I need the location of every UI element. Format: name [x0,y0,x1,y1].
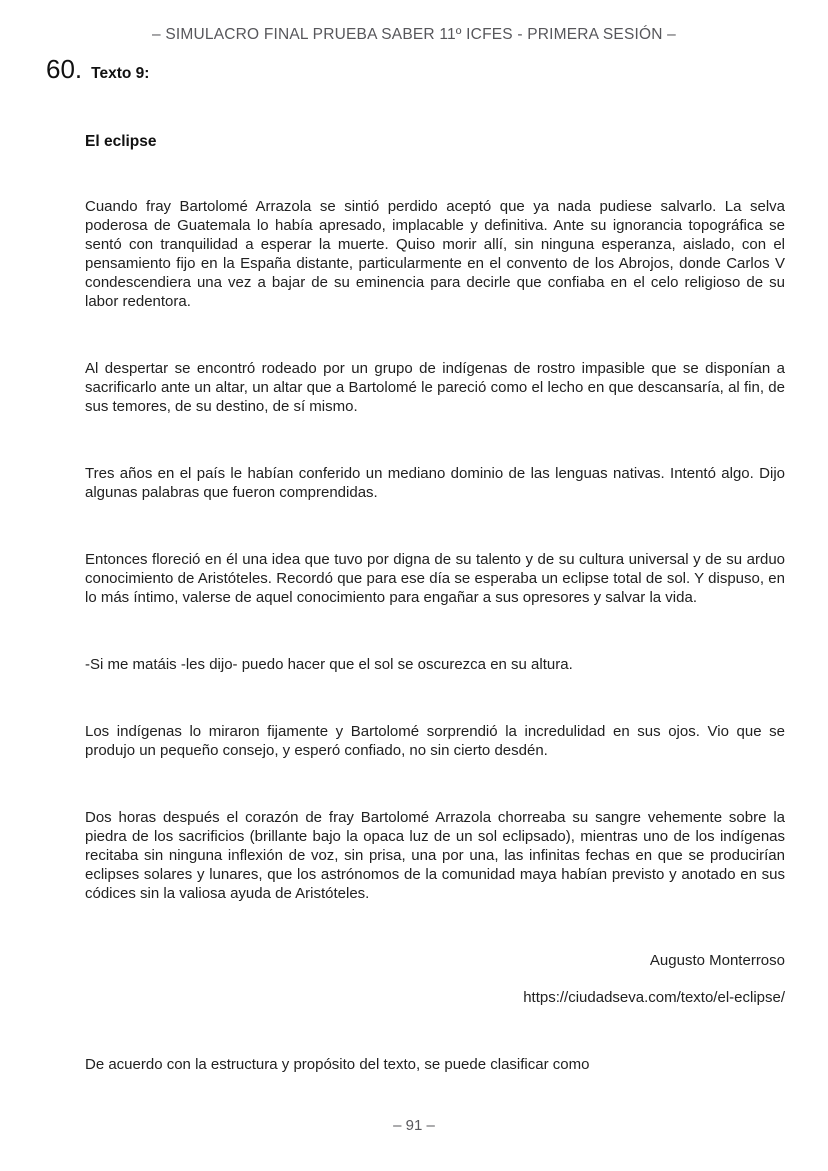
passage-paragraph: -Si me matáis -les dijo- puedo hacer que el sol se oscurezca en su altura. [85,656,573,673]
passage-source-url[interactable]: https://ciudadseva.com/texto/el-eclipse/ [523,989,785,1006]
passage-container [85,132,785,1074]
question-text-label: Texto 9: [91,65,150,82]
question-prompt: De acuerdo con la estructura y propósito del texto, se puede clasificar como [85,1056,590,1073]
page-footer [0,1117,828,1134]
page-header [0,26,828,44]
passage-paragraph: Cuando fray Bartolomé Arrazola se sintió perdido aceptó que ya nada pudiese salvarlo. La selva poderosa de Guatemala lo había apresado, implacable y definitiva. Ante su ignorancia topográfica se sentó con tranquilidad a esperar la muerte. Quiso morir allí, sin ninguna esperanza, aislado, con el pensamiento fijo en la España distante, particularmente en el convento de los Abrojos, donde Carlos V condescendiera una vez a bajar de su eminencia para decirle que confiaba en el celo religioso de su labor redentora. [85,198,785,310]
page-number: – 91 – [393,1117,435,1134]
exam-title: – SIMULACRO FINAL PRUEBA SABER 11º ICFES - PRIMERA SESIÓN – [152,26,676,43]
passage-paragraph: Tres años en el país le habían conferido un mediano dominio de las lenguas nativas. Intentó algo. Dijo algunas palabras que fueron comprendidas. [85,465,785,501]
question-number: 60. [46,54,83,84]
passage-title: El eclipse [85,133,157,150]
question-heading [46,54,149,85]
passage-paragraph: Dos horas después el corazón de fray Bartolomé Arrazola chorreaba su sangre vehemente sobre la piedra de los sacrificios (brillante bajo la opaca luz de un sol eclipsado), mientras uno de los indígenas recitaba sin ninguna inflexión de voz, sin prisa, una por una, las infinitas fechas en que se producirían eclipses solares y lunares, que los astrónomos de la comunidad maya habían previsto y anotado en sus códices sin la valiosa ayuda de Aristóteles. [85,809,785,902]
passage-paragraph: Entonces floreció en él una idea que tuvo por digna de su talento y de su cultura universal y de su arduo conocimiento de Aristóteles. Recordó que para ese día se esperaba un eclipse total de sol. Y dispuso, en lo más íntimo, valerse de aquel conocimiento para engañar a sus opresores y salvar la vida. [85,551,785,606]
passage-paragraph: Los indígenas lo miraron fijamente y Bartolomé sorprendió la incredulidad en sus ojos. Vio que se produjo un pequeño consejo, y esperó confiado, no sin cierto desdén. [85,723,785,759]
passage-author: Augusto Monterroso [649,952,785,969]
passage-paragraph: Al despertar se encontró rodeado por un grupo de indígenas de rostro impasible que se disponían a sacrificarlo ante un altar, un altar que a Bartolomé le pareció como el lecho en que descansaría, al fin, de sus temores, de su destino, de sí mismo. [85,360,785,415]
